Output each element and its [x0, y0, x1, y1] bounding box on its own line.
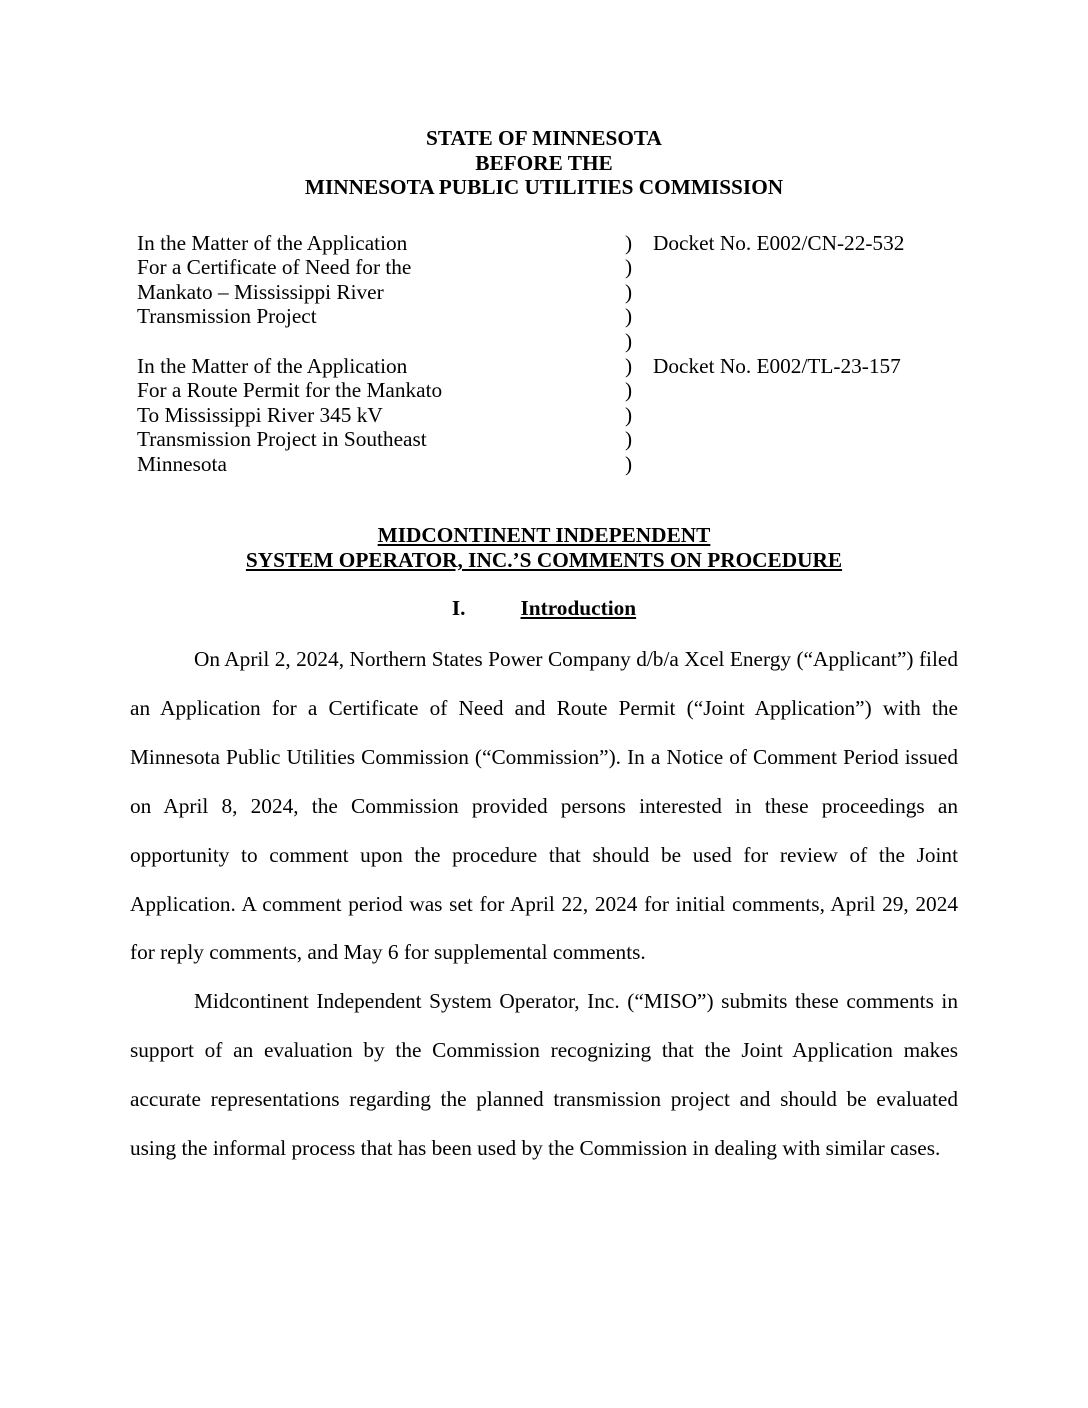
caption-paren: ) — [625, 255, 633, 280]
header-line-commission: MINNESOTA PUBLIC UTILITIES COMMISSION — [304, 175, 784, 200]
header-line-state: STATE OF MINNESOTA — [426, 126, 662, 150]
caption-paren: ) — [625, 451, 633, 476]
document-content — [130, 0, 958, 1173]
caption-matter-text: For a Certificate of Need for the — [137, 255, 412, 280]
paragraph-2: Midcontinent Independent System Operator, Inc. (“MISO”) submits these comments in support of an evaluation by the Commission recognizing that the Joint Application makes accurate representations regarding the planned transmission project and should be evaluated using the informal process that has been used by the Commission in dealing with similar cases. — [130, 989, 958, 1161]
caption-matter-text: Transmission Project in Southeast — [137, 427, 427, 452]
caption-matter-text: In the Matter of the Application — [137, 230, 408, 255]
caption-row — [130, 378, 958, 403]
caption-row — [130, 304, 958, 329]
caption-paren: ) — [625, 353, 633, 378]
caption-row — [130, 452, 958, 477]
caption-row — [130, 231, 958, 256]
document-title-line-1: MIDCONTINENT INDEPENDENT — [377, 523, 711, 548]
caption-matter-text: Minnesota — [137, 451, 227, 476]
section-heading-introduction — [130, 596, 958, 621]
section-number: I. — [451, 596, 466, 621]
header-line-before: BEFORE THE — [475, 150, 613, 175]
caption-matter-text: For a Route Permit for the Mankato — [137, 378, 443, 403]
document-title-line-2: SYSTEM OPERATOR, INC.’S COMMENTS ON PROCEDURE — [245, 547, 843, 572]
document-title — [130, 523, 958, 572]
case-caption — [130, 231, 958, 476]
docket-number — [653, 329, 958, 354]
docket-number — [653, 403, 958, 428]
caption-paren: ) — [625, 230, 633, 255]
section-title: Introduction — [520, 596, 637, 621]
caption-matter-text: In the Matter of the Application — [137, 353, 408, 378]
caption-row — [130, 427, 958, 452]
paragraph-1: On April 2, 2024, Northern States Power Company d/b/a Xcel Energy (“Applicant”) filed an Application for a Certificate of Need and Route Permit (“Joint Application”) with the Minnesota Public Utilities Commission (“Commission”). In a Notice of Comment Period issued on April 8, 2024, the Commission provided persons interested in these proceedings an opportunity to comment upon the procedure that should be used for review of the Joint Application. A comment period was set for April 22, 2024 for initial comments, April 29, 2024 for reply comments, and May 6 for supplemental comments. — [130, 647, 958, 965]
caption-row — [130, 354, 958, 379]
caption-row — [130, 255, 958, 280]
caption-paren: ) — [625, 402, 633, 427]
docket-number — [653, 304, 958, 329]
caption-paren: ) — [625, 304, 633, 329]
docket-number: Docket No. E002/TL-23-157 — [653, 353, 901, 378]
docket-number — [653, 280, 958, 305]
caption-matter-text: To Mississippi River 345 kV — [137, 402, 383, 427]
docket-number: Docket No. E002/CN-22-532 — [653, 230, 905, 255]
caption-paren: ) — [625, 378, 633, 403]
docket-number — [653, 378, 958, 403]
docket-number — [653, 427, 958, 452]
caption-row-spacer — [130, 329, 958, 354]
caption-paren: ) — [625, 328, 633, 353]
document-body — [130, 635, 958, 1173]
caption-row — [130, 403, 958, 428]
docket-number — [653, 452, 958, 477]
caption-matter-text: Transmission Project — [137, 304, 317, 329]
caption-paren: ) — [625, 427, 633, 452]
docket-number — [653, 255, 958, 280]
caption-paren: ) — [625, 279, 633, 304]
caption-matter-text — [130, 329, 625, 354]
caption-row — [130, 280, 958, 305]
court-header — [130, 0, 958, 200]
caption-matter-text: Mankato – Mississippi River — [137, 279, 384, 304]
